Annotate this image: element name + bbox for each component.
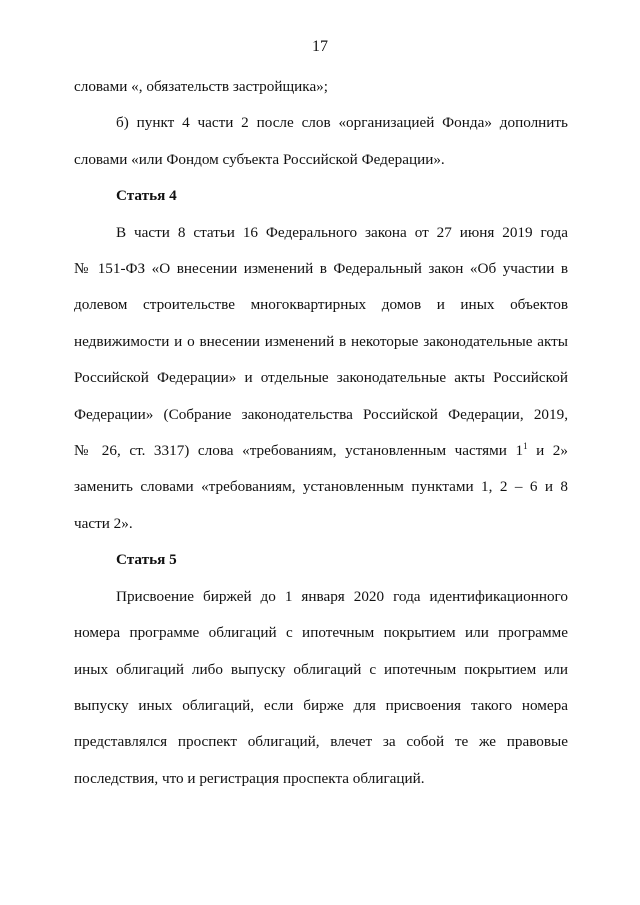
text-line: долевом строительстве многоквартирных домов и иных объектов	[74, 296, 568, 314]
article-5-paragraph	[74, 579, 568, 797]
text-line: словами «или Фондом субъекта Российской Федерации».	[74, 150, 445, 168]
text-line: заменить словами «требованиям, установленным пунктами 1, 2 – 6 и 8	[74, 478, 568, 496]
text-line: словами «, обязательств застройщика»;	[74, 78, 328, 95]
text-line: недвижимости и о внесении изменений в некоторые законодательные акты	[74, 332, 568, 350]
text-line: Российской Федерации» и отдельные законодательные акты Российской	[74, 369, 568, 387]
document-body	[74, 69, 568, 797]
article-4-paragraph	[74, 215, 568, 543]
text-fragment: и 2»	[527, 442, 568, 460]
superscript: 1	[523, 441, 528, 452]
text-line-with-superscript	[74, 433, 568, 469]
text-fragment: № 26, ст. 3317) слова «требованиям, установленным частями 1	[74, 442, 524, 460]
text-line: В части 8 статьи 16 Федерального закона от 27 июня 2019 года	[116, 223, 568, 241]
text-line: последствия, что и регистрация проспекта облигаций.	[74, 769, 425, 787]
text-line: иных облигаций либо выпуску облигаций с ипотечным покрытием или	[74, 660, 568, 678]
article-heading: Статья 4	[116, 187, 177, 205]
article-4-heading	[74, 178, 568, 214]
text-line: б) пункт 4 части 2 после слов «организацией Фонда» дополнить	[116, 114, 568, 132]
text-line: номера программе облигаций с ипотечным покрытием или программе	[74, 624, 568, 642]
paragraph-item-b	[74, 105, 568, 178]
page-number: 17	[312, 38, 328, 55]
text-line: Федерации» (Собрание законодательства Российской Федерации, 2019,	[74, 405, 568, 423]
text-line: выпуску иных облигаций, если бирже для присвоения такого номера	[74, 696, 568, 714]
article-5-heading	[74, 542, 568, 578]
paragraph-continuation	[74, 69, 568, 105]
text-line: Присвоение биржей до 1 января 2020 года идентификационного	[116, 587, 568, 605]
text-line: части 2».	[74, 514, 133, 532]
text-line: № 151-ФЗ «О внесении изменений в Федеральный закон «Об участии в	[74, 260, 568, 278]
article-heading: Статья 5	[116, 551, 177, 569]
text-line: представлялся проспект облигаций, влечет за собой те же правовые	[74, 733, 568, 751]
